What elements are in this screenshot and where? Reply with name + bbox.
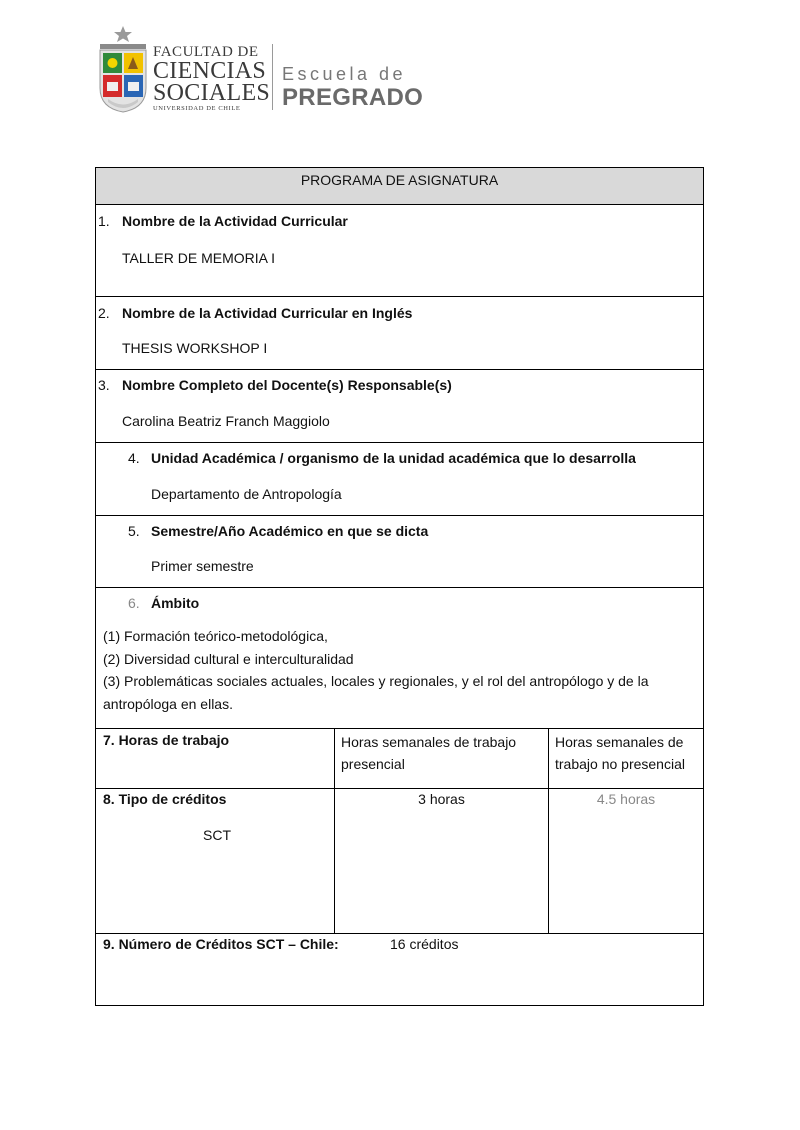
section-5-row — [96, 516, 703, 588]
school-line-1: Escuela de — [282, 64, 407, 84]
section-4-value: Departamento de Antropología — [151, 486, 342, 502]
section-8-row — [96, 789, 703, 934]
column-divider — [548, 789, 549, 933]
faculty-logo — [96, 24, 436, 116]
column-divider — [334, 729, 335, 788]
section-3-number: 3. — [98, 377, 110, 393]
section-6-list — [103, 625, 649, 715]
list-item: (1) Formación teórico-metodológica, — [103, 628, 328, 644]
sct-credits-value: 16 créditos — [390, 936, 459, 952]
section-9-label: 9. Número de Créditos SCT – Chile: — [103, 936, 339, 952]
school-name — [282, 63, 423, 111]
section-3-row — [96, 370, 703, 443]
section-9-row — [96, 934, 703, 1006]
logo-divider — [272, 44, 273, 110]
list-item: (2) Diversidad cultural e interculturalidad — [103, 650, 354, 667]
section-2-number: 2. — [98, 305, 110, 321]
section-6-number: 6. — [128, 595, 140, 611]
no-presencial-hours: 4.5 horas — [596, 791, 656, 807]
section-5-value: Primer semestre — [151, 558, 254, 574]
section-4-number: 4. — [128, 450, 140, 466]
presencial-hours: 3 horas — [418, 791, 465, 807]
table-title-row — [96, 168, 703, 205]
no-presencial-header: Horas semanales de trabajo no presencial — [555, 734, 685, 772]
section-3-label: Nombre Completo del Docente(s) Responsable(s) — [122, 377, 452, 393]
section-1-row — [96, 205, 703, 297]
program-table — [95, 167, 704, 1006]
column-divider — [334, 789, 335, 933]
section-2-value: THESIS WORKSHOP I — [122, 340, 268, 356]
section-6-row — [96, 588, 703, 729]
school-line-2: PREGRADO — [282, 84, 424, 111]
faculty-line-3: SOCIALES — [153, 80, 271, 106]
section-1-value: TALLER DE MEMORIA I — [122, 250, 275, 266]
credit-type-value: SCT — [203, 827, 231, 843]
list-item: (3) Problemáticas sociales actuales, locales y regionales, y el rol del antropólogo y de la — [103, 673, 649, 689]
faculty-line-2: CIENCIAS — [153, 58, 267, 84]
faculty-line-1: FACULTAD DE — [153, 44, 259, 60]
section-5-label: Semestre/Año Académico en que se dicta — [151, 523, 429, 539]
section-1-number: 1. — [98, 213, 110, 229]
section-3-value: Carolina Beatriz Franch Maggiolo — [122, 413, 330, 429]
section-2-row — [96, 297, 703, 370]
program-title: PROGRAMA DE ASIGNATURA — [300, 172, 499, 188]
section-8-label: 8. Tipo de créditos — [103, 791, 227, 807]
section-4-label: Unidad Académica / organismo de la unidad académica que lo desarrolla — [151, 450, 636, 466]
column-divider — [548, 729, 549, 788]
section-1-label: Nombre de la Actividad Curricular — [122, 213, 348, 229]
university-name: UNIVERSIDAD DE CHILE — [153, 105, 241, 112]
section-7-label: 7. Horas de trabajo — [103, 732, 230, 748]
section-2-label: Nombre de la Actividad Curricular en Inglés — [122, 305, 413, 321]
section-4-row — [96, 443, 703, 516]
list-item: antropóloga en ellas. — [103, 695, 233, 712]
university-shield-icon — [96, 24, 150, 114]
section-7-row — [96, 729, 703, 789]
section-6-label: Ámbito — [151, 595, 200, 611]
presencial-header: Horas semanales de trabajo presencial — [341, 734, 517, 772]
section-5-number: 5. — [128, 523, 140, 539]
